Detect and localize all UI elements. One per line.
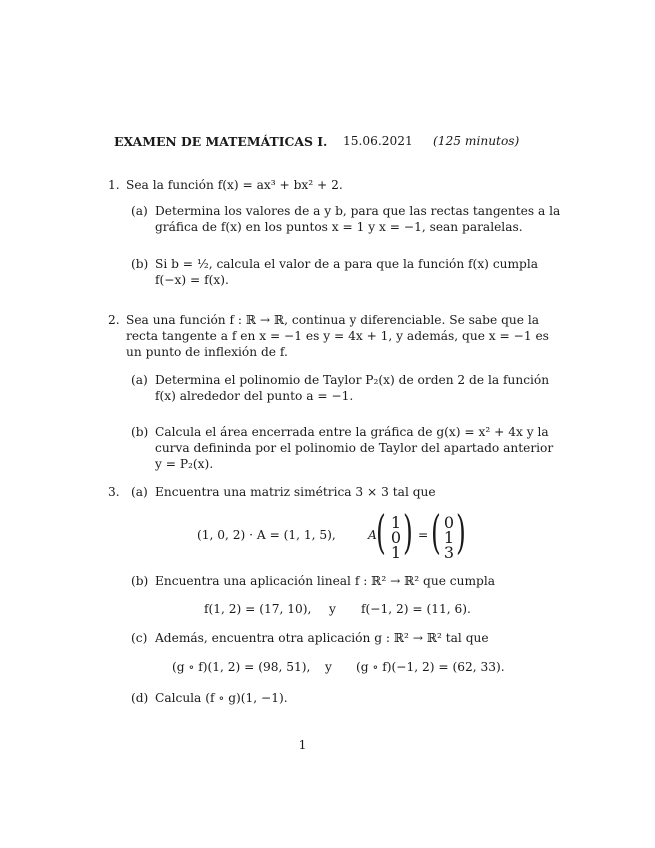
problem-3c-equation-right: (g ∘ f)(−1, 2) = (62, 33). xyxy=(356,660,505,674)
problem-3c-equation-left: (g ∘ f)(1, 2) = (98, 51), xyxy=(172,660,311,674)
problem-2b-line-3: y = P₂(x). xyxy=(155,457,214,471)
problem-2-statement-line-3: un punto de inflexión de f. xyxy=(126,345,288,359)
problem-2a-line-2: f(x) alrededor del punto a = −1. xyxy=(155,389,354,403)
problem-3c-conjunction: y xyxy=(325,660,332,674)
problem-1b-line-1: Si b = ½, calcula el valor de a para que la función f(x) cumpla xyxy=(155,257,539,271)
exam-title: EXAMEN DE MATEMÁTICAS I. xyxy=(114,134,328,149)
problem-3b-equation-left: f(1, 2) = (17, 10), xyxy=(204,602,312,616)
vector-out-right-paren: ) xyxy=(456,505,466,559)
problem-3d-line-1: Calcula (f ∘ g)(1, −1). xyxy=(155,691,288,705)
vector-in-right-paren: ) xyxy=(403,505,413,559)
problem-3a-equation-left: (1, 0, 2) · A = (1, 1, 5), xyxy=(197,528,336,542)
problem-2-statement-line-1: Sea una función f : ℝ → ℝ, continua y diferenciable. Se sabe que la xyxy=(126,313,539,327)
problem-3b-label: (b) xyxy=(131,574,149,588)
vector-out-entry-1: 0 xyxy=(443,513,455,532)
vector-in-entry-3: 1 xyxy=(390,543,402,562)
vector-in xyxy=(388,513,404,562)
problem-1a-line-1: Determina los valores de a y b, para que las rectas tangentes a la xyxy=(155,204,561,218)
problem-3c-label: (c) xyxy=(131,631,148,645)
problem-2b-line-1: Calcula el área encerrada entre la gráfica de g(x) = x² + 4x y la xyxy=(155,425,549,439)
vector-out-entry-3: 3 xyxy=(443,543,455,562)
vector-in-left-paren: ( xyxy=(376,505,386,559)
exam-date: 15.06.2021 xyxy=(343,134,413,148)
problem-1-number: 1. xyxy=(108,178,120,192)
vector-out xyxy=(441,513,457,562)
problem-1b-label: (b) xyxy=(131,257,149,271)
problem-1-statement: Sea la función f(x) = ax³ + bx² + 2. xyxy=(126,178,343,192)
exam-duration: (125 minutos) xyxy=(433,134,520,148)
vector-out-entry-2: 1 xyxy=(443,528,455,547)
problem-3b-equation-right: f(−1, 2) = (11, 6). xyxy=(361,602,471,616)
problem-2b-line-2: curva defininda por el polinomio de Taylor del apartado anterior xyxy=(155,441,554,455)
problem-1a-label: (a) xyxy=(131,204,148,218)
vector-equals: = xyxy=(418,528,429,542)
problem-3b-line-1: Encuentra una aplicación lineal f : ℝ² → ℝ² que cumpla xyxy=(155,574,495,588)
problem-3a-label: (a) xyxy=(131,485,148,499)
vector-in-entry-2: 0 xyxy=(390,528,402,547)
problem-2b-label: (b) xyxy=(131,425,149,439)
problem-2-number: 2. xyxy=(108,313,120,327)
matrix-a-symbol: A xyxy=(368,528,377,542)
problem-2-statement-line-2: recta tangente a f en x = −1 es y = 4x + 1, y además, que x = −1 es xyxy=(126,329,549,343)
vector-out-left-paren: ( xyxy=(431,505,441,559)
problem-3c-line-1: Además, encuentra otra aplicación g : ℝ² → ℝ² tal que xyxy=(155,631,489,645)
problem-2a-line-1: Determina el polinomio de Taylor P₂(x) de orden 2 de la función xyxy=(155,373,550,387)
problem-1b-line-2: f(−x) = f(x). xyxy=(155,273,229,287)
page-number: 1 xyxy=(298,738,307,752)
problem-1a-line-2: gráfica de f(x) en los puntos x = 1 y x = −1, sean paralelas. xyxy=(155,220,523,234)
problem-2a-label: (a) xyxy=(131,373,148,387)
problem-3a-line-1: Encuentra una matriz simétrica 3 × 3 tal que xyxy=(155,485,436,499)
problem-3-number: 3. xyxy=(108,485,120,499)
problem-3b-conjunction: y xyxy=(329,602,336,616)
problem-3d-label: (d) xyxy=(131,691,149,705)
vector-in-entry-1: 1 xyxy=(390,513,402,532)
